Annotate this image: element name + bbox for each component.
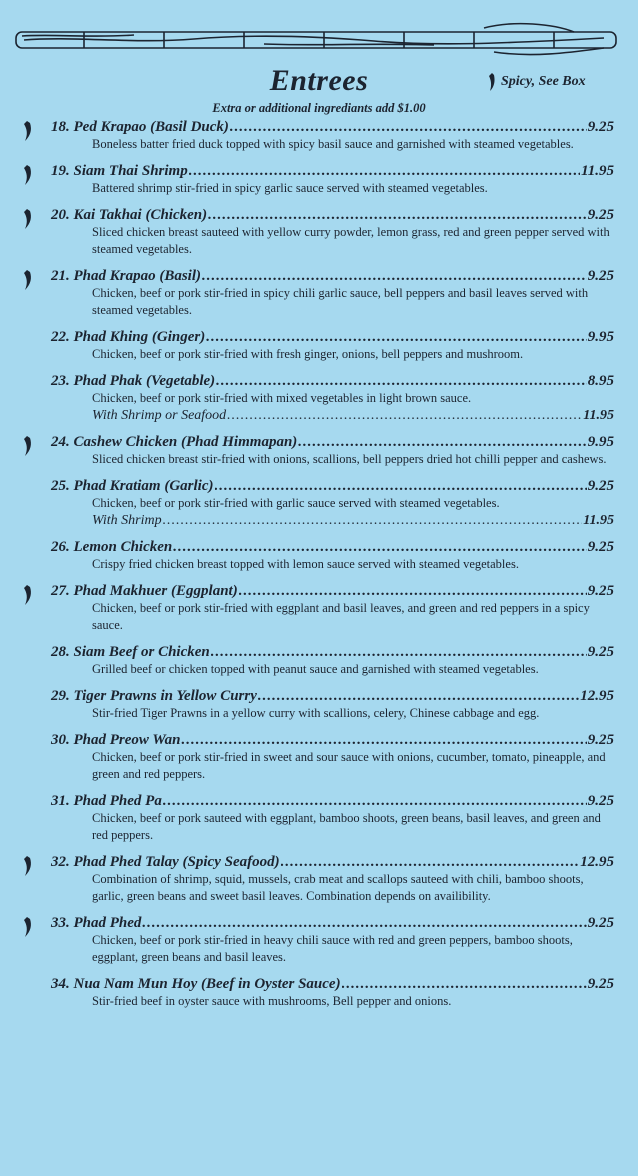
item-description: Sliced chicken breast stir-fried with onions, scallions, bell peppers dried hot chilli pepper and cashews. (92, 452, 607, 466)
item-name: Phad Phed Pa (73, 793, 162, 809)
menu-item (0, 853, 638, 905)
item-price: 9.25 (587, 119, 614, 135)
item-description: Chicken, beef or pork stir-fried with garlic sauce served with steamed vegetables. (92, 496, 500, 510)
dot-leader (215, 477, 587, 495)
item-description: Chicken, beef or pork stir-fried in heavy chili sauce with red and green peppers, bamboo shoots, eggplant, green beans and basil leaves. (92, 933, 573, 964)
item-name: Phad Kratiam (Garlic) (73, 478, 214, 494)
page-title: Entrees (269, 64, 369, 97)
item-price: 9.25 (587, 207, 614, 223)
menu-item (0, 162, 638, 197)
spicy-legend (486, 72, 586, 92)
dot-leader (163, 792, 587, 810)
item-number: 32. (51, 854, 70, 870)
item-number: 34. (51, 976, 70, 992)
item-name: Phad Krapao (Basil) (73, 268, 202, 284)
item-name: Siam Thai Shrimp (73, 163, 188, 179)
menu-item (0, 328, 638, 363)
item-description: Sliced chicken breast sauteed with yellow curry powder, lemon grass, red and green pepper served with steamed vegetables. (92, 225, 610, 256)
item-price: 9.25 (587, 539, 614, 555)
menu-item (0, 538, 638, 573)
menu-item (0, 118, 638, 153)
menu-item-list (0, 118, 638, 1019)
dot-leader (281, 853, 580, 871)
item-description: Battered shrimp stir-fried in spicy garlic sauce served with steamed vegetables. (92, 181, 488, 195)
item-number: 19. (51, 163, 70, 179)
item-name: Phad Makhuer (Eggplant) (73, 583, 238, 599)
dot-leader (239, 582, 587, 600)
item-name: Phad Phak (Vegetable) (73, 373, 216, 389)
menu-item (0, 643, 638, 678)
item-price: 8.95 (587, 373, 614, 389)
item-price: 9.25 (587, 583, 614, 599)
item-name: Lemon Chicken (73, 539, 173, 555)
item-name: Phad Khing (Ginger) (73, 329, 206, 345)
chili-pepper-icon (22, 164, 34, 186)
item-number: 33. (51, 915, 70, 931)
dot-leader (211, 643, 587, 661)
dot-leader (227, 407, 582, 424)
chili-pepper-icon (22, 208, 34, 230)
dot-leader (173, 538, 586, 556)
sub-option-label: With Shrimp or Seafood (92, 408, 227, 423)
bamboo-border-decoration (14, 22, 622, 58)
item-price: 9.25 (587, 793, 614, 809)
dot-leader (342, 975, 587, 993)
menu-item (0, 372, 638, 424)
item-price: 9.95 (587, 434, 614, 450)
chili-pepper-icon (22, 916, 34, 938)
item-description: Chicken, beef or pork sauteed with eggplant, bamboo shoots, green beans, basil leaves, and green and red peppers. (92, 811, 601, 842)
item-name: Phad Phed Talay (Spicy Seafood) (73, 854, 280, 870)
extra-ingredients-note: Extra or additional ingrediants add $1.00 (212, 101, 426, 115)
item-price: 9.95 (587, 329, 614, 345)
item-description: Boneless batter fried duck topped with spicy basil sauce and garnished with steamed vegetables. (92, 137, 574, 151)
item-number: 18. (51, 119, 70, 135)
dot-leader (298, 433, 586, 451)
item-number: 25. (51, 478, 70, 494)
chili-pepper-icon (22, 269, 34, 291)
item-description: Chicken, beef or pork stir-fried with mixed vegetables in light brown sauce. (92, 391, 472, 405)
dot-leader (206, 328, 587, 346)
item-description: Chicken, beef or pork stir-fried with fresh ginger, onions, bell peppers and mushroom. (92, 347, 524, 361)
menu-item (0, 687, 638, 722)
item-number: 24. (51, 434, 70, 450)
item-price: 9.25 (587, 268, 614, 284)
chili-pepper-icon (486, 72, 498, 92)
menu-item (0, 792, 638, 844)
item-name: Cashew Chicken (Phad Himmapan) (73, 434, 298, 450)
chili-pepper-icon (22, 120, 34, 142)
sub-option-label: With Shrimp (92, 513, 162, 528)
item-price: 9.25 (587, 976, 614, 992)
item-name: Siam Beef or Chicken (73, 644, 210, 660)
item-number: 28. (51, 644, 70, 660)
item-description: Chicken, beef or pork stir-fried with eggplant and basil leaves, and green and red peppers in a spicy sauce. (92, 601, 590, 632)
dot-leader (230, 118, 587, 136)
menu-item (0, 267, 638, 319)
item-number: 27. (51, 583, 70, 599)
item-description: Combination of shrimp, squid, mussels, crab meat and scallops sauteed with chili, bamboo shoots, garlic, green beans and sweet basil leaves. Combination depends on availibility. (92, 872, 584, 903)
dot-leader (258, 687, 579, 705)
dot-leader (208, 206, 587, 224)
menu-item (0, 433, 638, 468)
item-price: 11.95 (581, 163, 614, 179)
item-name: Tiger Prawns in Yellow Curry (73, 688, 257, 704)
item-name: Kai Takhai (Chicken) (73, 207, 208, 223)
spicy-legend-label: Spicy, See Box (501, 74, 586, 90)
item-name: Phad Phed (73, 915, 142, 931)
item-sub-option (92, 512, 614, 529)
item-name: Phad Preow Wan (73, 732, 181, 748)
item-description: Chicken, beef or pork stir-fried in sweet and sour sauce with onions, cucumber, tomato, pineapple, and green and red peppers. (92, 750, 606, 781)
item-description: Chicken, beef or pork stir-fried in spicy chili garlic sauce, bell peppers and basil leaves served with steamed vegetables. (92, 286, 589, 317)
dot-leader (181, 731, 586, 749)
menu-item (0, 477, 638, 529)
dot-leader (189, 162, 580, 180)
item-description: Crispy fried chicken breast topped with lemon sauce served with steamed vegetables. (92, 557, 519, 571)
menu-item (0, 975, 638, 1010)
item-number: 20. (51, 207, 70, 223)
item-price: 9.25 (587, 644, 614, 660)
menu-item (0, 206, 638, 258)
item-name: Nua Nam Mun Hoy (Beef in Oyster Sauce) (73, 976, 341, 992)
chili-pepper-icon (22, 855, 34, 877)
menu-item (0, 914, 638, 966)
menu-item (0, 731, 638, 783)
menu-item (0, 582, 638, 634)
item-name: Ped Krapao (Basil Duck) (73, 119, 229, 135)
item-sub-option (92, 407, 614, 424)
item-description: Grilled beef or chicken topped with peanut sauce and garnished with steamed vegetables. (92, 662, 539, 676)
item-number: 22. (51, 329, 70, 345)
dot-leader (216, 372, 587, 390)
item-price: 9.25 (587, 478, 614, 494)
item-price: 12.95 (580, 688, 614, 704)
item-number: 31. (51, 793, 70, 809)
item-number: 29. (51, 688, 70, 704)
item-number: 23. (51, 373, 70, 389)
item-price: 9.25 (587, 732, 614, 748)
sub-option-price: 11.95 (583, 513, 614, 528)
item-price: 9.25 (587, 915, 614, 931)
item-description: Stir-fried beef in oyster sauce with mushrooms, Bell pepper and onions. (92, 994, 452, 1008)
chili-pepper-icon (22, 435, 34, 457)
item-price: 12.95 (580, 854, 614, 870)
item-description: Stir-fried Tiger Prawns in a yellow curry with scallions, celery, Chinese cabbage and egg. (92, 706, 540, 720)
dot-leader (202, 267, 587, 285)
item-number: 30. (51, 732, 70, 748)
sub-option-price: 11.95 (583, 408, 614, 423)
item-number: 21. (51, 268, 70, 284)
item-number: 26. (51, 539, 70, 555)
chili-pepper-icon (22, 584, 34, 606)
dot-leader (142, 914, 586, 932)
dot-leader (163, 512, 583, 529)
